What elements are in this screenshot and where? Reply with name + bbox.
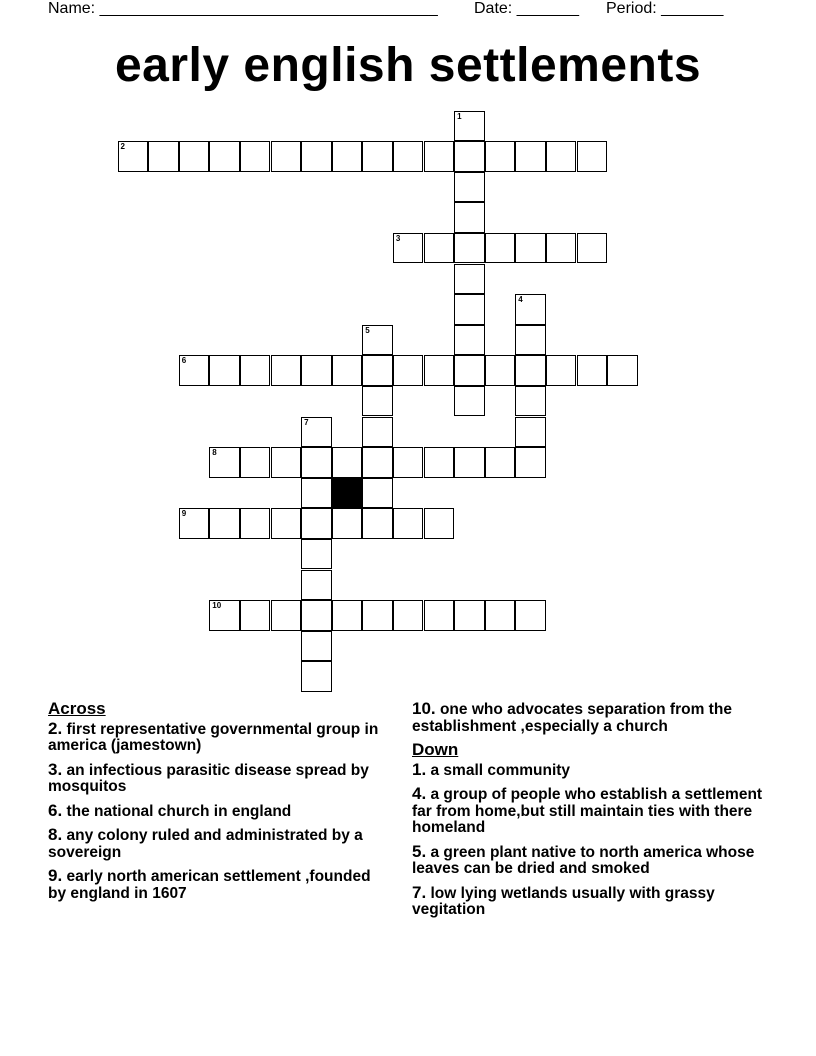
across-clue: 3. an infectious parasitic disease spread by mosquitos bbox=[48, 759, 369, 795]
grid-cell[interactable] bbox=[301, 600, 332, 631]
page-title: early english settlements bbox=[114, 39, 702, 92]
grid-cell[interactable] bbox=[485, 355, 516, 386]
grid-cell[interactable] bbox=[546, 233, 577, 264]
grid-cell[interactable] bbox=[362, 417, 393, 448]
grid-cell[interactable] bbox=[362, 325, 393, 356]
clue-number-label: 3 bbox=[395, 233, 401, 243]
period-field[interactable]: Period: _______ bbox=[606, 0, 724, 17]
grid-cell[interactable] bbox=[301, 141, 332, 172]
grid-cell[interactable] bbox=[393, 141, 424, 172]
grid-cell[interactable] bbox=[515, 141, 546, 172]
grid-cell[interactable] bbox=[515, 600, 546, 631]
grid-cell[interactable] bbox=[362, 141, 393, 172]
grid-cell[interactable] bbox=[454, 600, 485, 631]
grid-cell[interactable] bbox=[240, 355, 271, 386]
grid-cell[interactable] bbox=[301, 447, 332, 478]
across-clue: 9. early north american settlement ,founded by england in 1607 bbox=[48, 866, 371, 902]
grid-cell[interactable] bbox=[362, 478, 393, 509]
clue-number-label: 5 bbox=[365, 325, 370, 335]
grid-cell[interactable] bbox=[454, 141, 485, 172]
grid-cell[interactable] bbox=[424, 447, 455, 478]
grid-cell[interactable] bbox=[301, 417, 332, 448]
grid-cell[interactable] bbox=[332, 447, 363, 478]
grid-cell[interactable] bbox=[393, 447, 424, 478]
grid-cell[interactable] bbox=[148, 141, 179, 172]
date-field[interactable]: Date: _______ bbox=[474, 0, 579, 17]
grid-cell[interactable] bbox=[454, 386, 485, 417]
grid-cell[interactable] bbox=[179, 355, 210, 386]
grid-cell[interactable] bbox=[424, 600, 455, 631]
grid-cell[interactable] bbox=[301, 355, 332, 386]
grid-cell[interactable] bbox=[393, 600, 424, 631]
grid-cell[interactable] bbox=[607, 355, 638, 386]
grid-cell[interactable] bbox=[118, 141, 149, 172]
across-clues-column bbox=[48, 701, 383, 909]
grid-cell[interactable] bbox=[209, 447, 240, 478]
grid-cell[interactable] bbox=[362, 447, 393, 478]
grid-cell[interactable] bbox=[454, 355, 485, 386]
grid-cell[interactable] bbox=[454, 447, 485, 478]
grid-cell[interactable] bbox=[485, 141, 516, 172]
down-clue: 5. a green plant native to north america whose leaves can be dried and smoked bbox=[412, 841, 755, 877]
clue-number-label: 2 bbox=[120, 142, 125, 152]
grid-cell[interactable] bbox=[271, 600, 302, 631]
grid-cell[interactable] bbox=[577, 233, 608, 264]
grid-cell[interactable] bbox=[301, 631, 332, 662]
down-clue: 1. a small community bbox=[412, 759, 571, 779]
grid-cell[interactable] bbox=[271, 141, 302, 172]
grid-cell[interactable] bbox=[515, 294, 546, 325]
grid-cell[interactable] bbox=[393, 508, 424, 539]
grid-cell[interactable] bbox=[240, 508, 271, 539]
clue-number-label: 7 bbox=[304, 417, 309, 427]
grid-cell[interactable] bbox=[209, 141, 240, 172]
grid-cell[interactable] bbox=[424, 141, 455, 172]
grid-cell[interactable] bbox=[362, 508, 393, 539]
grid-cell[interactable] bbox=[301, 570, 332, 601]
grid-cell[interactable] bbox=[271, 355, 302, 386]
grid-cell[interactable] bbox=[485, 600, 516, 631]
clue-number-label: 10 bbox=[212, 601, 222, 611]
grid-cell[interactable] bbox=[240, 600, 271, 631]
grid-cell[interactable] bbox=[362, 355, 393, 386]
across-clue: 8. any colony ruled and administrated by a sovereign bbox=[48, 825, 363, 861]
grid-cell[interactable] bbox=[424, 355, 455, 386]
grid-cell[interactable] bbox=[240, 447, 271, 478]
across-clue: 10. one who advocates separation from the establishment ,especially a church bbox=[412, 699, 732, 735]
grid-cell[interactable] bbox=[485, 447, 516, 478]
grid-cell[interactable] bbox=[271, 447, 302, 478]
across-heading: Across bbox=[48, 699, 106, 718]
grid-cell[interactable] bbox=[424, 233, 455, 264]
grid-cell[interactable] bbox=[515, 386, 546, 417]
grid-cell[interactable] bbox=[515, 355, 546, 386]
black-cell bbox=[332, 478, 363, 509]
grid-cell[interactable] bbox=[393, 355, 424, 386]
clues-column-right bbox=[412, 701, 767, 926]
grid-cell[interactable] bbox=[485, 233, 516, 264]
grid-cell[interactable] bbox=[179, 141, 210, 172]
clue-number-label: 8 bbox=[212, 448, 217, 458]
grid-cell[interactable] bbox=[209, 355, 240, 386]
clue-number-label: 1 bbox=[457, 111, 462, 121]
name-field[interactable]: Name: ______________________________________ bbox=[48, 0, 438, 17]
grid-cell[interactable] bbox=[179, 508, 210, 539]
grid-cell[interactable] bbox=[301, 539, 332, 570]
grid-cell[interactable] bbox=[515, 417, 546, 448]
grid-cell[interactable] bbox=[454, 294, 485, 325]
grid-cell[interactable] bbox=[454, 325, 485, 356]
grid-cell[interactable] bbox=[301, 478, 332, 509]
grid-cell[interactable] bbox=[209, 508, 240, 539]
grid-cell[interactable] bbox=[332, 355, 363, 386]
grid-cell[interactable] bbox=[454, 233, 485, 264]
grid-cell[interactable] bbox=[454, 202, 485, 233]
clue-number-label: 4 bbox=[518, 295, 523, 305]
across-clue: 2. first representative governmental group in america (jamestown) bbox=[48, 718, 379, 754]
down-clue: 4. a group of people who establish a settlement far from home,but still maintain ties with there homeland bbox=[412, 784, 763, 836]
grid-cell[interactable] bbox=[332, 141, 363, 172]
grid-cell[interactable] bbox=[515, 233, 546, 264]
down-heading: Down bbox=[412, 740, 459, 759]
grid-cell[interactable] bbox=[546, 141, 577, 172]
down-clue: 7. low lying wetlands usually with grassy vegitation bbox=[412, 882, 715, 918]
grid-cell[interactable] bbox=[362, 600, 393, 631]
grid-cell[interactable] bbox=[454, 264, 485, 295]
across-clue: 6. the national church in england bbox=[48, 800, 292, 820]
grid-cell[interactable] bbox=[209, 600, 240, 631]
grid-cell[interactable] bbox=[577, 355, 608, 386]
grid-cell[interactable] bbox=[332, 508, 363, 539]
grid-cell[interactable] bbox=[393, 233, 424, 264]
grid-cell[interactable] bbox=[301, 661, 332, 692]
grid-cell[interactable] bbox=[362, 386, 393, 417]
grid-cell[interactable] bbox=[271, 508, 302, 539]
grid-cell[interactable] bbox=[454, 111, 485, 142]
grid-cell[interactable] bbox=[240, 141, 271, 172]
grid-cell[interactable] bbox=[424, 508, 455, 539]
clue-number-label: 9 bbox=[181, 509, 187, 519]
grid-cell[interactable] bbox=[515, 447, 546, 478]
grid-cell[interactable] bbox=[577, 141, 608, 172]
grid-cell[interactable] bbox=[515, 325, 546, 356]
grid-cell[interactable] bbox=[454, 172, 485, 203]
clue-number-label: 6 bbox=[181, 356, 187, 366]
grid-cell[interactable] bbox=[332, 600, 363, 631]
grid-cell[interactable] bbox=[546, 355, 577, 386]
grid-cell[interactable] bbox=[301, 508, 332, 539]
